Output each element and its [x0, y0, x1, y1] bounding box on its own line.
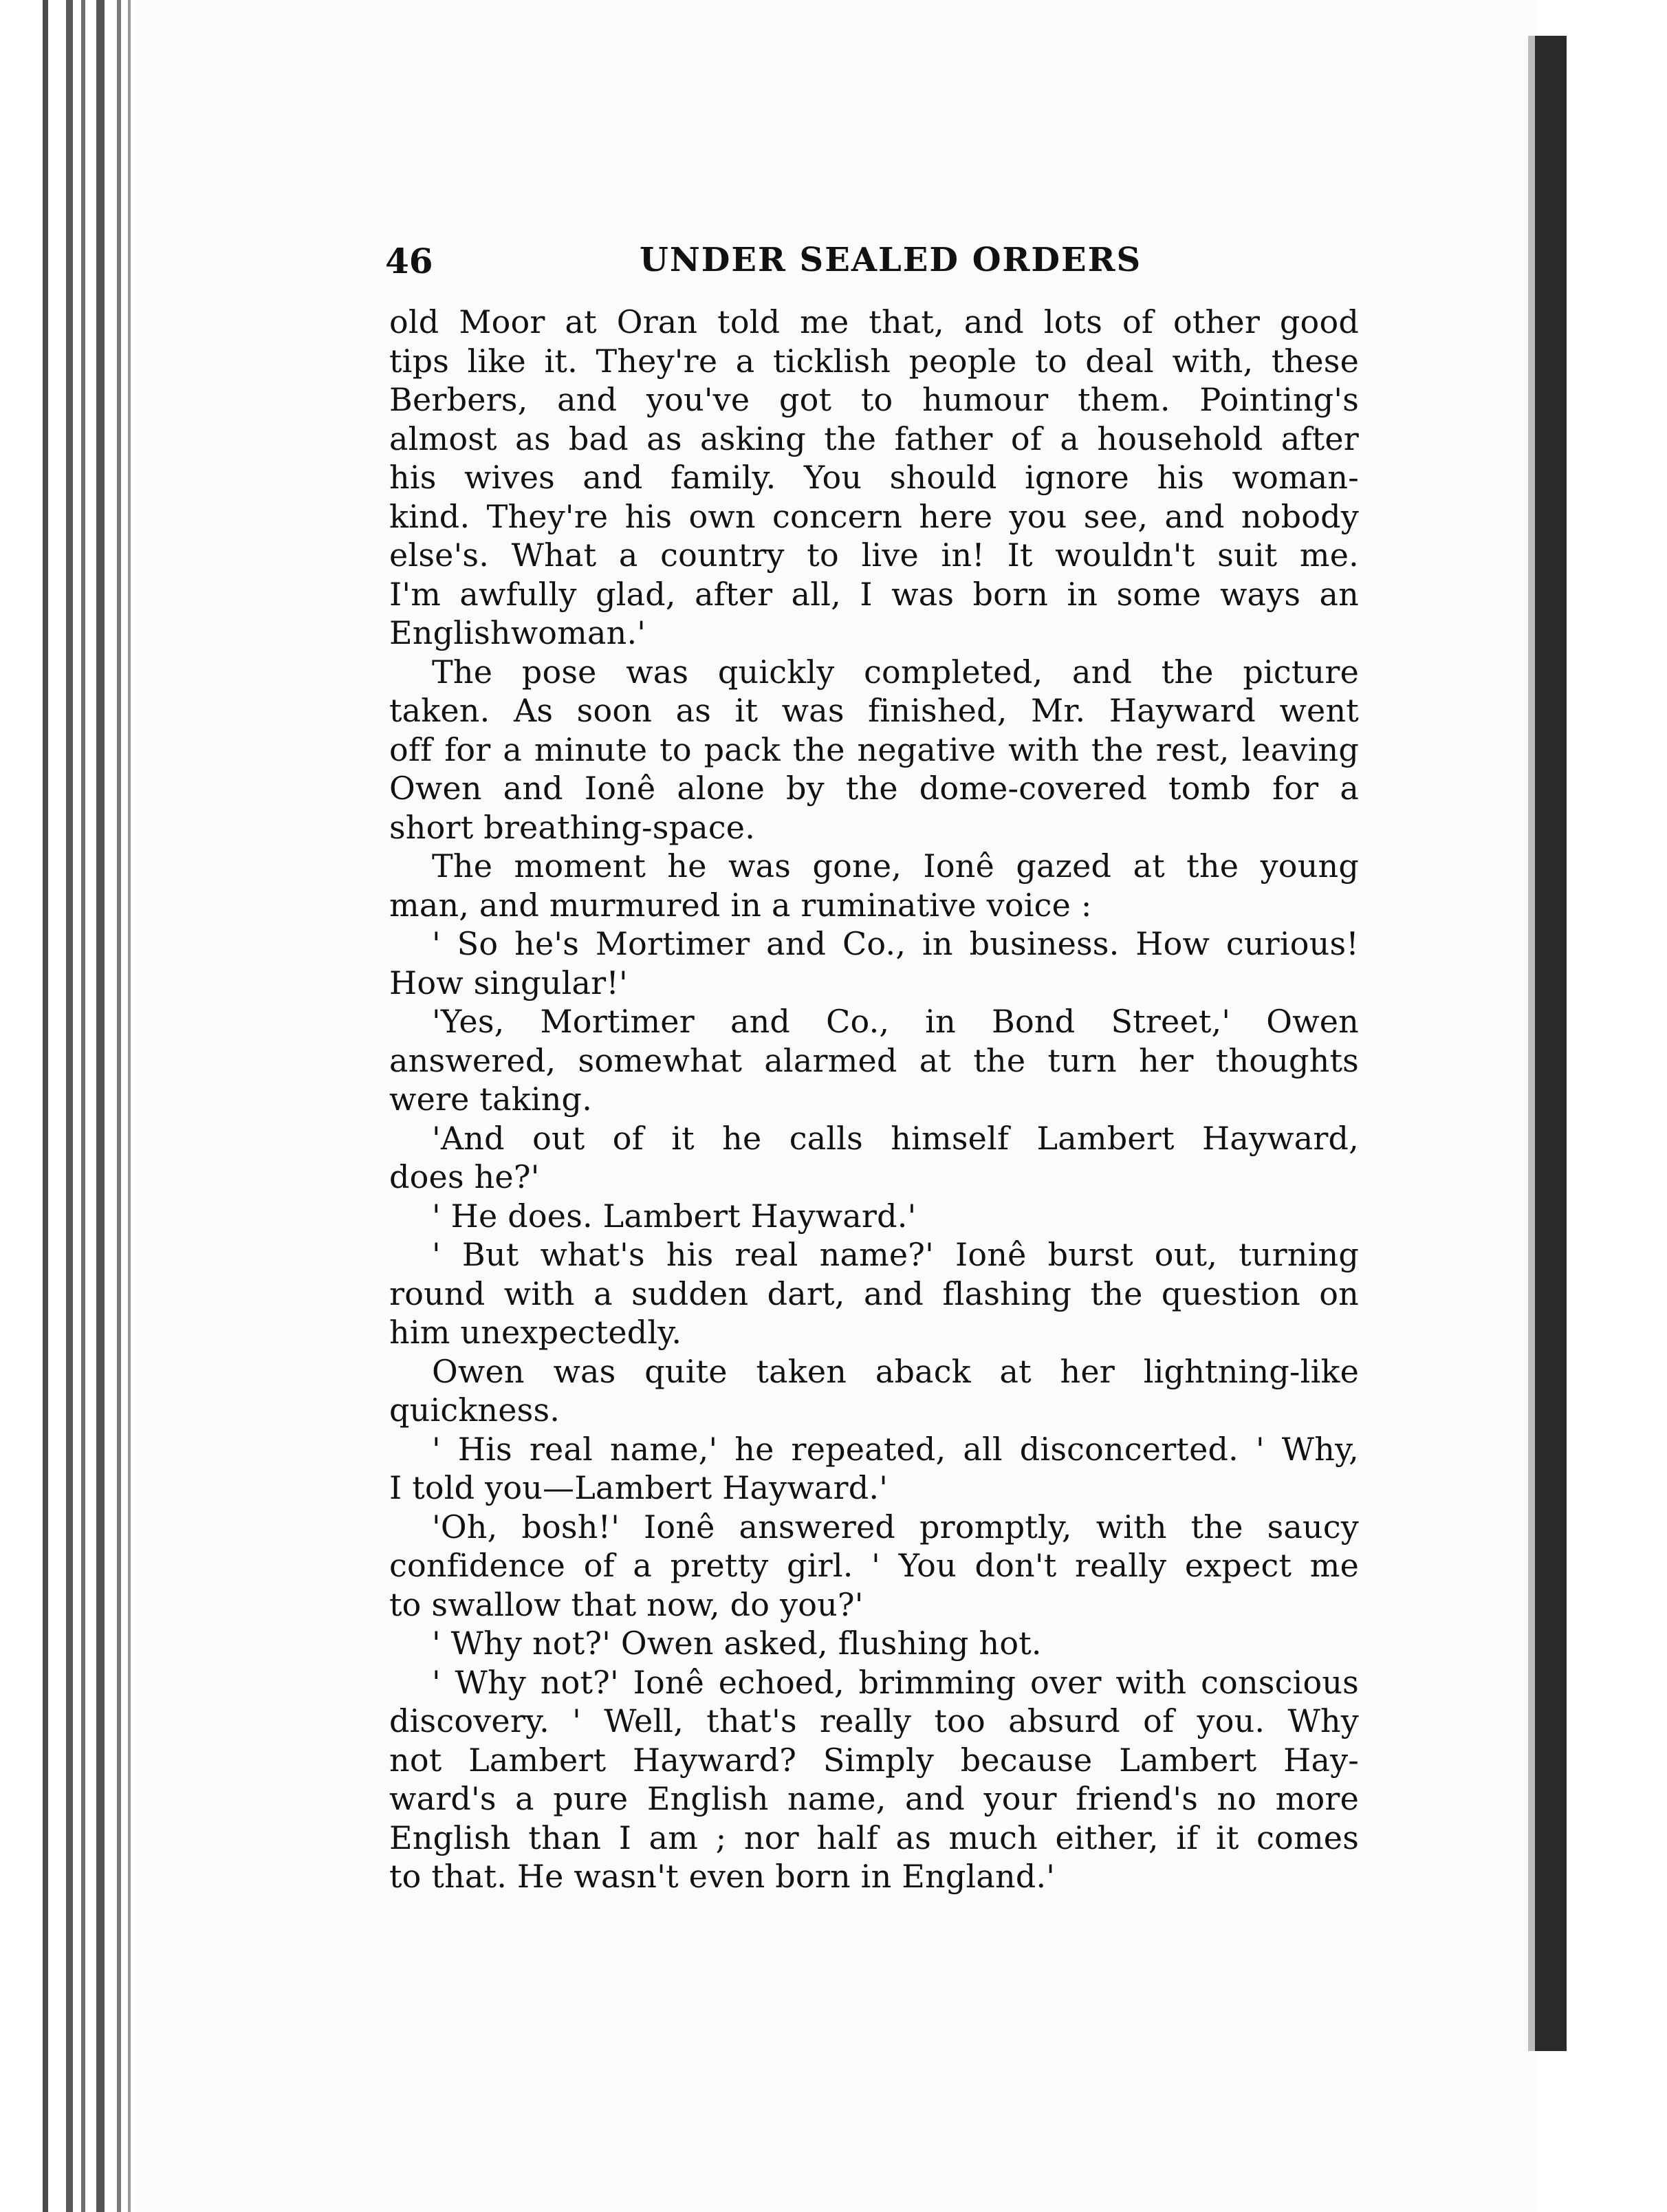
- text-line: man, and murmured in a ruminative voice :: [389, 886, 1092, 924]
- text-line: How singular!': [389, 964, 628, 1001]
- text-line: ' He does. Lambert Hayward.': [432, 1197, 917, 1235]
- text-line: ' So he's Mortimer and Co., in business. How curious!: [432, 925, 1359, 962]
- text-line: ' His real name,' he repeated, all disconcerted. ' Why,: [432, 1430, 1359, 1468]
- body-text: [389, 303, 1359, 1896]
- text-line: Owen and Ionê alone by the dome-covered tomb for a: [389, 770, 1359, 807]
- text-line: 'Oh, bosh!' Ionê answered promptly, with the saucy: [432, 1508, 1359, 1546]
- text-line: Berbers, and you've got to humour them. Pointing's: [389, 381, 1359, 418]
- running-head: UNDER SEALED ORDERS: [640, 241, 1142, 279]
- text-line: answered, somewhat alarmed at the turn her thoughts: [389, 1041, 1359, 1079]
- scanned-page-edges: [0, 0, 138, 2212]
- page-edge-line: [128, 0, 131, 2212]
- text-line: 'Yes, Mortimer and Co., in Bond Street,' Owen: [432, 1003, 1359, 1040]
- binding-shadow: [1528, 36, 1535, 2051]
- text-line: Owen was quite taken aback at her lightning-like: [432, 1352, 1359, 1390]
- text-line: confidence of a pretty girl. ' You don't really expect me: [389, 1547, 1359, 1584]
- text-line: English than I am ; nor half as much either, if it comes: [389, 1819, 1359, 1856]
- page-edge-line: [117, 0, 121, 2212]
- text-line: kind. They're his own concern here you see, and nobody: [389, 497, 1359, 535]
- text-line: taken. As soon as it was finished, Mr. Hayward went: [389, 692, 1359, 729]
- text-line: to swallow that now, do you?': [389, 1585, 864, 1623]
- text-line: his wives and family. You should ignore his woman-: [389, 459, 1359, 496]
- page-edge-line: [96, 0, 105, 2212]
- text-line: I'm awfully glad, after all, I was born in some ways an: [389, 575, 1359, 613]
- page-number: 46: [385, 241, 433, 281]
- text-line: short breathing-space.: [389, 808, 756, 846]
- text-line: were taking.: [389, 1081, 593, 1118]
- text-line: ' Why not?' Owen asked, flushing hot.: [432, 1625, 1042, 1662]
- text-line: 'And out of it he calls himself Lambert Hayward,: [432, 1119, 1359, 1157]
- text-line: else's. What a country to live in! It wouldn't suit me.: [389, 536, 1359, 574]
- text-line: The moment he was gone, Ionê gazed at the young: [432, 847, 1359, 885]
- text-line: does he?': [389, 1158, 540, 1195]
- page-edge-line: [66, 0, 73, 2212]
- text-line: off for a minute to pack the negative with the rest, leaving: [389, 730, 1359, 768]
- text-line: round with a sudden dart, and flashing the question on: [389, 1275, 1359, 1312]
- page-edge-line: [81, 0, 85, 2212]
- text-line: discovery. ' Well, that's really too absurd of you. Why: [389, 1702, 1359, 1739]
- page-edge-line: [43, 0, 48, 2212]
- text-line: to that. He wasn't even born in England.': [389, 1858, 1056, 1895]
- text-line: ' But what's his real name?' Ionê burst out, turning: [432, 1236, 1359, 1273]
- text-line: him unexpectedly.: [389, 1314, 682, 1351]
- text-line: almost as bad as asking the father of a household after: [389, 420, 1359, 457]
- text-line: quickness.: [389, 1391, 560, 1429]
- text-line: ' Why not?' Ionê echoed, brimming over with conscious: [432, 1663, 1359, 1701]
- binding-edge: [1535, 36, 1567, 2051]
- text-line: The pose was quickly completed, and the picture: [432, 653, 1359, 691]
- text-line: Englishwoman.': [389, 614, 646, 651]
- text-line: not Lambert Hayward? Simply because Lambert Hay-: [389, 1741, 1359, 1779]
- text-line: old Moor at Oran told me that, and lots of other good: [389, 303, 1359, 340]
- text-line: I told you—Lambert Hayward.': [389, 1469, 889, 1506]
- text-line: ward's a pure English name, and your friend's no more: [389, 1780, 1359, 1817]
- text-line: tips like it. They're a ticklish people to deal with, these: [389, 342, 1359, 380]
